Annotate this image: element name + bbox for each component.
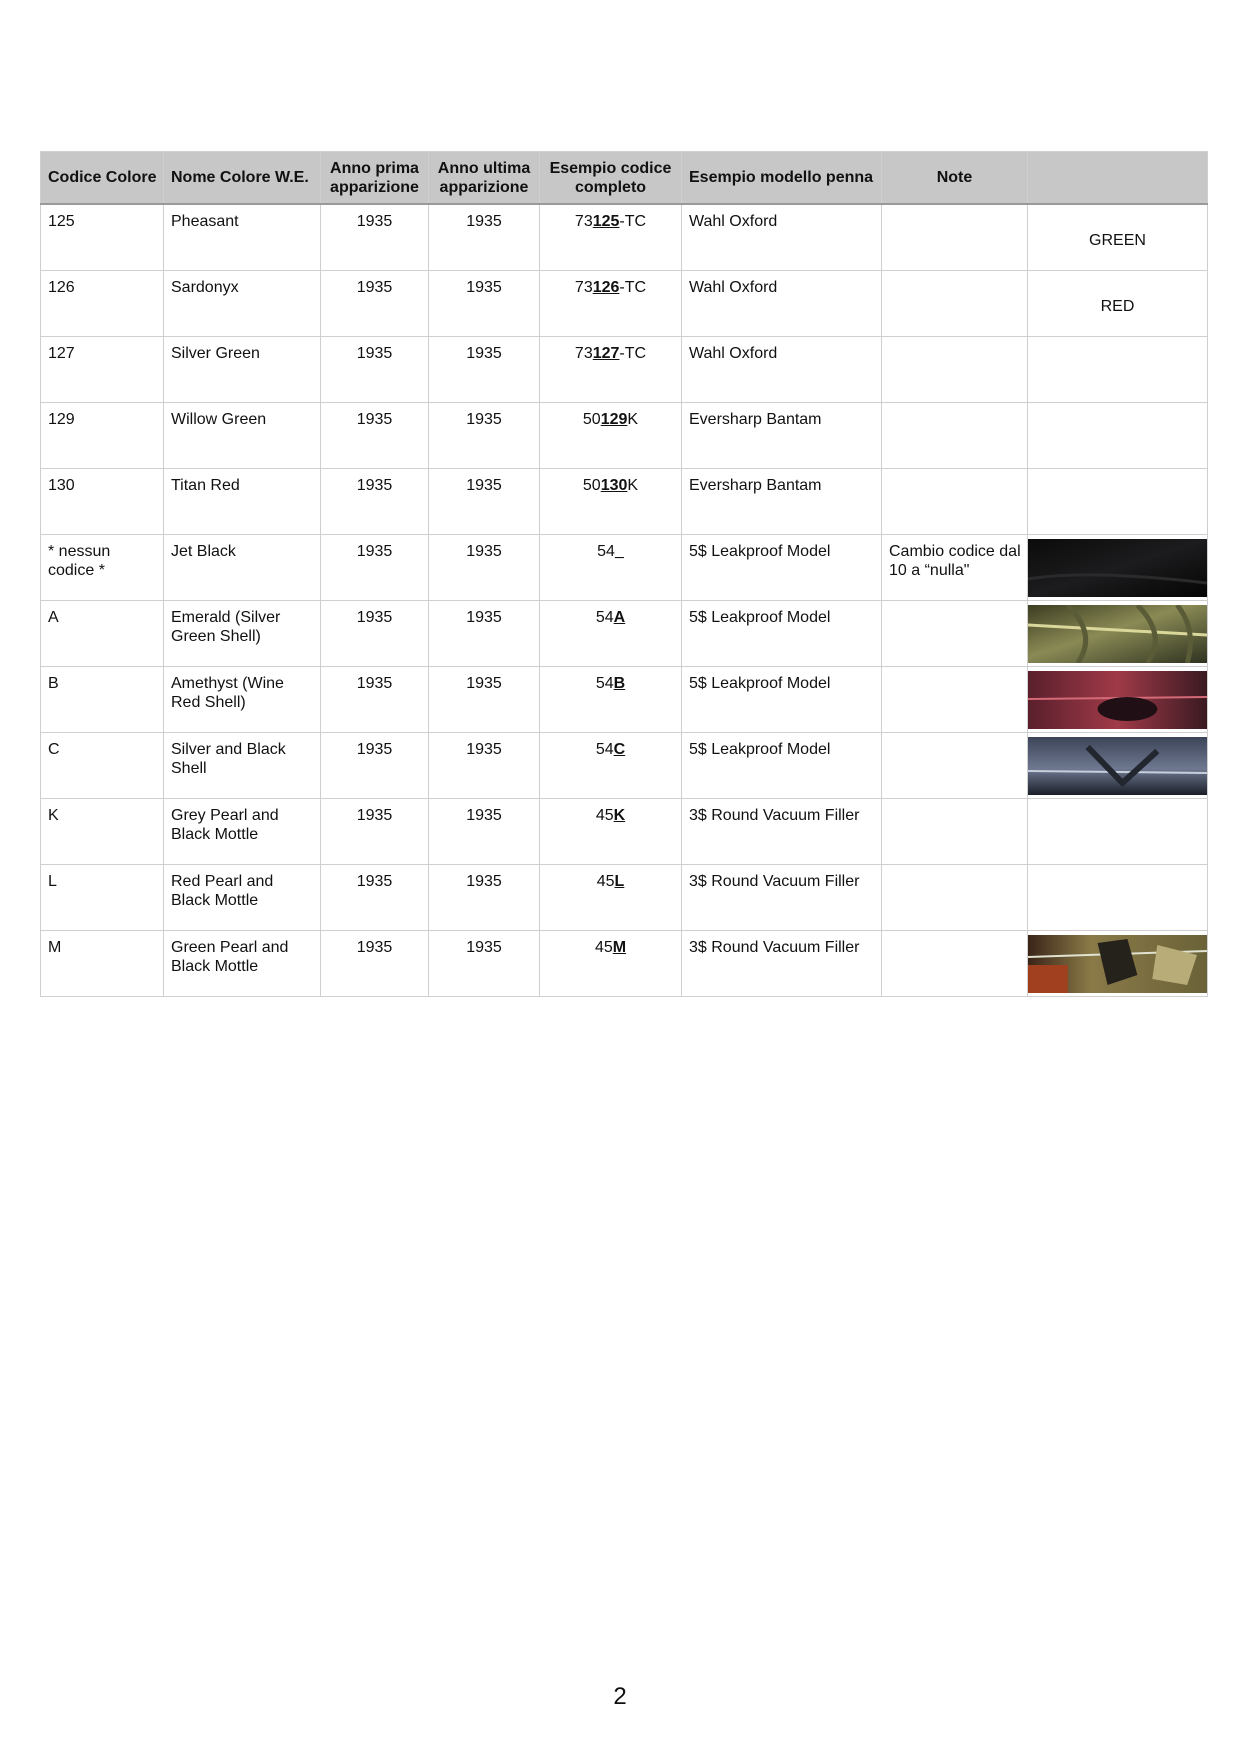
cell-note [882, 733, 1028, 799]
cell-last-year: 1935 [429, 204, 540, 271]
cell-color-code: 129 [41, 403, 164, 469]
code-prefix: 73 [574, 345, 593, 362]
cell-full-code [540, 733, 682, 799]
cell-color-code: K [41, 799, 164, 865]
header-full-code-example: Esempio codice completo [540, 152, 682, 205]
cell-color-name: Red Pearl and Black Mottle [164, 865, 321, 931]
cell-sample [1028, 733, 1208, 799]
emerald-sample-image [1028, 605, 1207, 663]
cell-color-name: Emerald (Silver Green Shell) [164, 601, 321, 667]
cell-first-year: 1935 [321, 601, 429, 667]
cell-full-code [540, 271, 682, 337]
code-highlight: 126 [592, 279, 620, 296]
table-row [41, 931, 1208, 997]
cell-sample [1028, 469, 1208, 535]
code-prefix: 45 [594, 939, 613, 956]
code-prefix: 54 [595, 675, 614, 692]
code-highlight: K [613, 807, 626, 824]
sample-label: GREEN [1089, 232, 1146, 249]
table-row [41, 667, 1208, 733]
header-color-code: Codice Colore [41, 152, 164, 205]
code-prefix: 54 [595, 741, 614, 758]
code-prefix: 54 [595, 609, 614, 626]
cell-first-year: 1935 [321, 667, 429, 733]
cell-first-year: 1935 [321, 733, 429, 799]
cell-full-code [540, 799, 682, 865]
cell-last-year: 1935 [429, 601, 540, 667]
cell-color-name: Willow Green [164, 403, 321, 469]
cell-note: Cambio codice dal 10 a “nulla" [882, 535, 1028, 601]
cell-first-year: 1935 [321, 931, 429, 997]
table-row [41, 865, 1208, 931]
cell-full-code [540, 403, 682, 469]
table-row [41, 337, 1208, 403]
cell-full-code [540, 601, 682, 667]
cell-color-name: Titan Red [164, 469, 321, 535]
cell-color-name: Grey Pearl and Black Mottle [164, 799, 321, 865]
code-suffix: -TC [619, 279, 647, 296]
code-highlight: 125 [592, 213, 620, 230]
table-row [41, 535, 1208, 601]
cell-color-name: Jet Black [164, 535, 321, 601]
cell-full-code [540, 667, 682, 733]
cell-color-name: Sardonyx [164, 271, 321, 337]
cell-full-code [540, 204, 682, 271]
cell-sample [1028, 204, 1208, 271]
code-suffix: K [627, 477, 639, 494]
page-number: 2 [613, 1683, 627, 1710]
cell-color-code: M [41, 931, 164, 997]
cell-pen-model: Eversharp Bantam [682, 403, 882, 469]
table-row [41, 601, 1208, 667]
header-note: Note [882, 152, 1028, 205]
amethyst-sample-image [1028, 671, 1207, 729]
cell-color-code: C [41, 733, 164, 799]
code-highlight: 129 [600, 411, 628, 428]
cell-first-year: 1935 [321, 271, 429, 337]
code-suffix: -TC [619, 213, 647, 230]
cell-pen-model: 5$ Leakproof Model [682, 733, 882, 799]
cell-color-code: 125 [41, 204, 164, 271]
cell-note [882, 337, 1028, 403]
cell-first-year: 1935 [321, 403, 429, 469]
cell-sample [1028, 337, 1208, 403]
code-prefix: 50 [582, 477, 601, 494]
cell-note [882, 865, 1028, 931]
code-highlight: M [612, 939, 627, 956]
cell-color-name: Pheasant [164, 204, 321, 271]
cell-sample [1028, 271, 1208, 337]
cell-color-code: 130 [41, 469, 164, 535]
table-row [41, 469, 1208, 535]
code-highlight: A [613, 609, 626, 626]
header-last-year: Anno ultima apparizione [429, 152, 540, 205]
cell-first-year: 1935 [321, 204, 429, 271]
silver-black-sample-image [1028, 737, 1207, 795]
header-color-name: Nome Colore W.E. [164, 152, 321, 205]
code-prefix: 73 [574, 279, 593, 296]
cell-color-code: L [41, 865, 164, 931]
code-highlight: 130 [600, 477, 628, 494]
code-prefix: 45 [595, 807, 614, 824]
cell-pen-model: Wahl Oxford [682, 204, 882, 271]
table-row [41, 733, 1208, 799]
cell-pen-model: Wahl Oxford [682, 271, 882, 337]
cell-color-code: A [41, 601, 164, 667]
cell-sample [1028, 403, 1208, 469]
cell-sample [1028, 865, 1208, 931]
sample-label [1028, 367, 1207, 373]
cell-color-name: Amethyst (Wine Red Shell) [164, 667, 321, 733]
cell-pen-model: Wahl Oxford [682, 337, 882, 403]
cell-last-year: 1935 [429, 403, 540, 469]
table-header-row [41, 152, 1208, 205]
cell-sample [1028, 799, 1208, 865]
cell-color-code: B [41, 667, 164, 733]
cell-last-year: 1935 [429, 535, 540, 601]
cell-pen-model: 5$ Leakproof Model [682, 667, 882, 733]
code-suffix: K [627, 411, 639, 428]
cell-note [882, 469, 1028, 535]
table-row [41, 271, 1208, 337]
cell-note [882, 931, 1028, 997]
cell-note [882, 667, 1028, 733]
header-sample [1028, 152, 1208, 205]
code-highlight: 127 [592, 345, 620, 362]
cell-pen-model: Eversharp Bantam [682, 469, 882, 535]
jet-black-sample-image [1028, 539, 1207, 597]
cell-note [882, 403, 1028, 469]
table-row [41, 204, 1208, 271]
cell-last-year: 1935 [429, 931, 540, 997]
header-first-year: Anno prima apparizione [321, 152, 429, 205]
code-suffix: -TC [619, 345, 647, 362]
cell-first-year: 1935 [321, 865, 429, 931]
cell-pen-model: 3$ Round Vacuum Filler [682, 931, 882, 997]
cell-first-year: 1935 [321, 799, 429, 865]
cell-last-year: 1935 [429, 865, 540, 931]
cell-note [882, 799, 1028, 865]
code-highlight: B [613, 675, 626, 692]
cell-first-year: 1935 [321, 469, 429, 535]
cell-color-code: 126 [41, 271, 164, 337]
cell-full-code [540, 931, 682, 997]
cell-note [882, 271, 1028, 337]
cell-pen-model: 5$ Leakproof Model [682, 601, 882, 667]
code-highlight: C [613, 741, 626, 758]
cell-first-year: 1935 [321, 535, 429, 601]
code-prefix: 54 [597, 543, 615, 560]
sample-label: RED [1100, 298, 1135, 315]
cell-last-year: 1935 [429, 337, 540, 403]
cell-last-year: 1935 [429, 667, 540, 733]
cell-last-year: 1935 [429, 799, 540, 865]
cell-last-year: 1935 [429, 733, 540, 799]
cell-pen-model: 3$ Round Vacuum Filler [682, 799, 882, 865]
sample-label [1028, 433, 1207, 439]
cell-full-code [540, 469, 682, 535]
cell-sample [1028, 931, 1208, 997]
cell-pen-model: 3$ Round Vacuum Filler [682, 865, 882, 931]
code-prefix: 50 [582, 411, 601, 428]
cell-sample [1028, 535, 1208, 601]
cell-first-year: 1935 [321, 337, 429, 403]
table-row [41, 403, 1208, 469]
header-pen-model-example: Esempio modello penna [682, 152, 882, 205]
cell-note [882, 601, 1028, 667]
cell-color-name: Green Pearl and Black Mottle [164, 931, 321, 997]
cell-color-code: * nessun codice * [41, 535, 164, 601]
cell-full-code [540, 865, 682, 931]
cell-color-code: 127 [41, 337, 164, 403]
code-prefix: 73 [574, 213, 593, 230]
cell-sample [1028, 667, 1208, 733]
color-codes-table [40, 151, 1208, 997]
sample-label [1028, 499, 1207, 505]
cell-color-name: Silver Green [164, 337, 321, 403]
green-pearl-sample-image [1028, 935, 1207, 993]
code-highlight: L [614, 873, 625, 890]
cell-pen-model: 5$ Leakproof Model [682, 535, 882, 601]
cell-sample [1028, 601, 1208, 667]
code-prefix: 45 [596, 873, 615, 890]
cell-last-year: 1935 [429, 469, 540, 535]
cell-full-code [540, 337, 682, 403]
cell-color-name: Silver and Black Shell [164, 733, 321, 799]
table-row [41, 799, 1208, 865]
cell-full-code [540, 535, 682, 601]
cell-last-year: 1935 [429, 271, 540, 337]
code-highlight: _ [614, 543, 624, 560]
cell-note [882, 204, 1028, 271]
